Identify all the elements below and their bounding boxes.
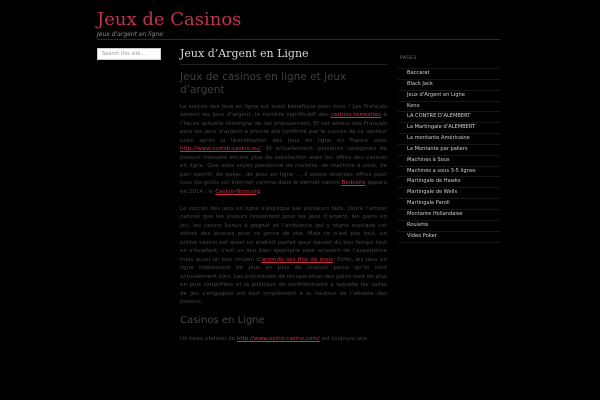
sidebar-item-montante-americaine[interactable]: La montante Américaine — [398, 133, 500, 144]
sidebar-item-baccarat[interactable]: Baccarat — [398, 68, 500, 79]
text-span: . Et actuellement, plusieurs catégories de joueurs trouvent encore plus de satisfaction avec les offres des casinos en ligne. Que vous soyez passionné de roulette, de machine à sous, de pari sportif, de poker, de jeux en ligne ... il existe diverses offres pour tous les goûts sur internet comme dans le dernier casino — [180, 146, 387, 187]
sidebar-pages-list — [398, 68, 500, 243]
sidebar-item-martingale-hawks[interactable]: Martingale de Hawks — [398, 176, 500, 187]
text-span: Un beau plateau de — [180, 336, 237, 343]
paragraph-3 — [180, 335, 387, 343]
search-input[interactable]: Search this site... — [97, 48, 161, 60]
sidebar — [398, 56, 500, 243]
sidebar-item-contre-alembert[interactable]: LA CONTRE D’ALEMBERT — [398, 111, 500, 122]
text-span: Le succès des jeux en ligne s’explique par plusieurs faits. Outre l’amour naturel que les joueurs ressentent pour les jeux d’argent, les gains en jeu, les casino bonus à gagner et l’ambiance qui y règne explique cet attrait des joueurs pour ce genre de site. Mais ce n’est pas tout, un online casino est aussi un endroit parfait pour passer du bon temps tout en s’évadant, c’est un lieu bien approprié pour acquérir de l’expérience mais aussi un bon moyen d’ — [180, 205, 387, 263]
sidebar-item-machines-a-sous[interactable]: Machines à Sous — [398, 155, 500, 166]
section-heading: Casinos en Ligne — [180, 315, 265, 327]
text-span: . Enfin, les jeux en ligne intéressent de plus en plus de joueurs parce qu’ils sont actuellement sûrs. Les procédures de récupération des gains sont de plus en plus simplifiées et la politique de confidentialité à laquelle les salles de jeu s’engagent est tout simplement à la hauteur de l’attente des joueurs. — [180, 256, 387, 305]
sidebar-title: PAGES — [400, 56, 417, 61]
paragraph-2 — [180, 205, 387, 306]
sidebar-item-black-jack[interactable]: Black Jack — [398, 79, 500, 90]
sidebar-item-jeux-argent[interactable]: Jeux d’Argent en Ligne — [398, 90, 500, 101]
link-bedslots[interactable]: Bedslots — [341, 180, 366, 187]
text-span: Le succès des jeux en ligne est aussi bénéfique pour vous ! Les Français aiment les jeux d’argent, le nombre significatif des — [180, 104, 387, 119]
sidebar-item-montante-hollandaise[interactable]: Montante Hollandaise — [398, 209, 500, 220]
text-span: apparu en 2014 : le — [180, 180, 387, 195]
sidebar-item-martingale-alembert[interactable]: La Martingale d’ALEMBERT — [398, 122, 500, 133]
link-arrondir[interactable]: arrondir ses fins de mois — [261, 256, 334, 263]
link-osirio-casino[interactable]: http://www.osirio-casino.com/ — [236, 336, 320, 343]
link-casinos-terrestres[interactable]: casinos terrestres — [330, 112, 382, 119]
sidebar-item-roulette[interactable]: Roulette — [398, 220, 500, 231]
title-divider — [180, 64, 387, 65]
sidebar-item-montante-paliers[interactable]: La Montante par paliers — [398, 144, 500, 155]
post-content — [180, 71, 387, 353]
sidebar-item-video-poker[interactable]: Video Poker — [398, 231, 500, 243]
header-divider — [97, 39, 500, 40]
site-title[interactable]: Jeux de Casinos — [97, 9, 242, 30]
paragraph-1 — [180, 103, 387, 196]
link-coolsb-casino[interactable]: http://www.coolsb-casino.eu/ — [180, 146, 261, 153]
sidebar-item-keno[interactable]: Keno — [398, 101, 500, 112]
sidebar-item-martingale-paroli[interactable]: Martingale Paroli — [398, 198, 500, 209]
sidebar-item-martingale-wells[interactable]: Martingale de Wells — [398, 187, 500, 198]
page-title: Jeux d’Argent en Ligne — [180, 47, 309, 60]
text-span: est toujours une — [319, 336, 368, 343]
text-span: à l’heure actuelle témoigne de cet engouement. Et cet amour des Français pour les jeux d’argent a encore été confirmé par le succès de ce secteur juste après la libéralisation des jeux en ligne en France avec — [180, 112, 387, 144]
link-casino-nom[interactable]: Casino-Nom.org — [215, 188, 261, 195]
site-description: Jeux d'argent en ligne — [97, 31, 163, 38]
sidebar-item-machines-3-5[interactable]: Machines a sous 3-5 lignes — [398, 166, 500, 177]
article-heading: Jeux de casinos en ligne et jeux d’argent — [180, 71, 347, 96]
text-span: . — [260, 188, 262, 195]
